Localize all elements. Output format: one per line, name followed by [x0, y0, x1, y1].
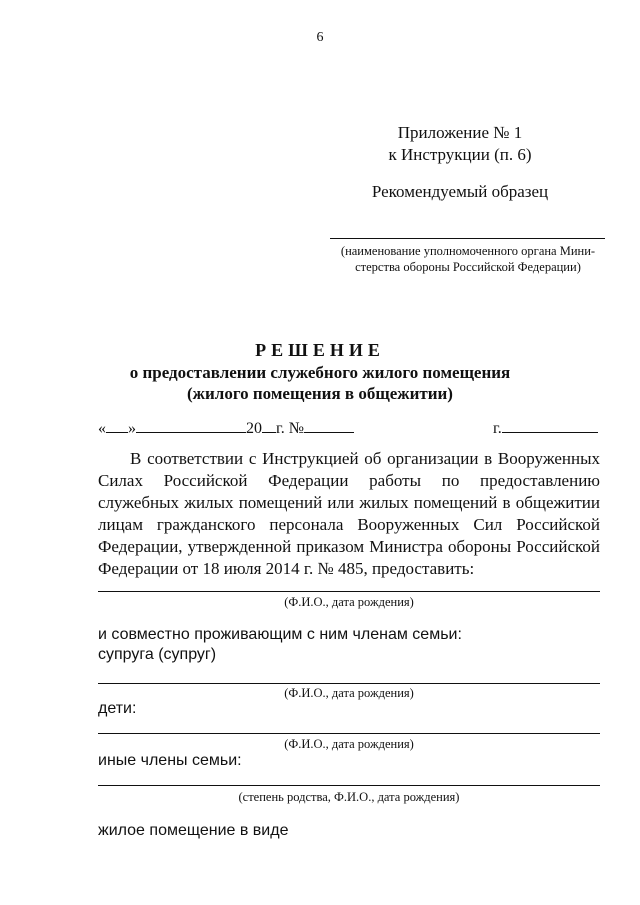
children-fio-field[interactable]	[98, 733, 600, 734]
year-suffix: г. №	[276, 420, 305, 437]
city-line	[493, 418, 598, 438]
spouse-label: супруга (супруг)	[98, 646, 217, 663]
other-members-caption: (степень родства, Ф.И.О., дата рождения)	[238, 790, 460, 804]
appendix-reference	[360, 122, 560, 166]
recipient-fio-field[interactable]	[98, 591, 600, 592]
date-number-line	[98, 418, 354, 438]
other-members-label: иные члены семьи:	[98, 752, 242, 769]
year-field[interactable]	[262, 418, 276, 433]
recipient-fio-caption: (Ф.И.О., дата рождения)	[284, 595, 414, 609]
spouse-fio-field[interactable]	[98, 683, 600, 684]
spouse-caption: (Ф.И.О., дата рождения)	[284, 686, 414, 700]
authority-caption	[328, 243, 608, 275]
day-field[interactable]	[106, 418, 128, 433]
number-field[interactable]	[304, 418, 354, 433]
city-field[interactable]	[502, 418, 598, 433]
other-members-field[interactable]	[98, 785, 600, 786]
children-label: дети:	[98, 700, 137, 717]
authority-caption-line-1: (наименование уполномоченного органа Мини-	[340, 244, 596, 258]
appendix-line-1: Приложение № 1	[397, 123, 523, 142]
page-number: 6	[316, 30, 324, 45]
recommended-sample-label: Рекомендуемый образец	[371, 182, 549, 201]
family-intro-label: и совместно проживающим с ним членам семьи:	[98, 626, 462, 643]
authority-name-field[interactable]	[330, 238, 605, 239]
open-quote: «	[98, 420, 106, 437]
month-field[interactable]	[136, 418, 246, 433]
document-subtitle	[0, 362, 640, 404]
close-quote: »	[128, 420, 136, 437]
appendix-line-2: к Инструкции (п. 6)	[388, 145, 532, 164]
body-paragraph: В соответствии с Инструкцией об организации в Вооруженных Силах Российской Федерации работы по предоставлению служебных жилых помещений или жилых помещений в общежитии лицам гражданского персонала Вооруженных Сил Российской Федерации, утвержденной приказом Министра обороны Российской Федерации от 18 июля 2014 г. № 485, предоставить:	[98, 449, 600, 578]
authority-caption-line-2: стерства обороны Российской Федерации)	[355, 260, 581, 274]
city-prefix: г.	[493, 420, 502, 437]
subtitle-line-1: о предоставлении служебного жилого помещения	[129, 363, 511, 382]
housing-type-label: жилое помещение в виде	[98, 822, 289, 839]
document-title: РЕШЕНИЕ	[255, 340, 385, 360]
subtitle-line-2: (жилого помещения в общежитии)	[187, 384, 453, 403]
year-prefix: 20	[246, 420, 262, 437]
children-caption: (Ф.И.О., дата рождения)	[284, 737, 414, 751]
